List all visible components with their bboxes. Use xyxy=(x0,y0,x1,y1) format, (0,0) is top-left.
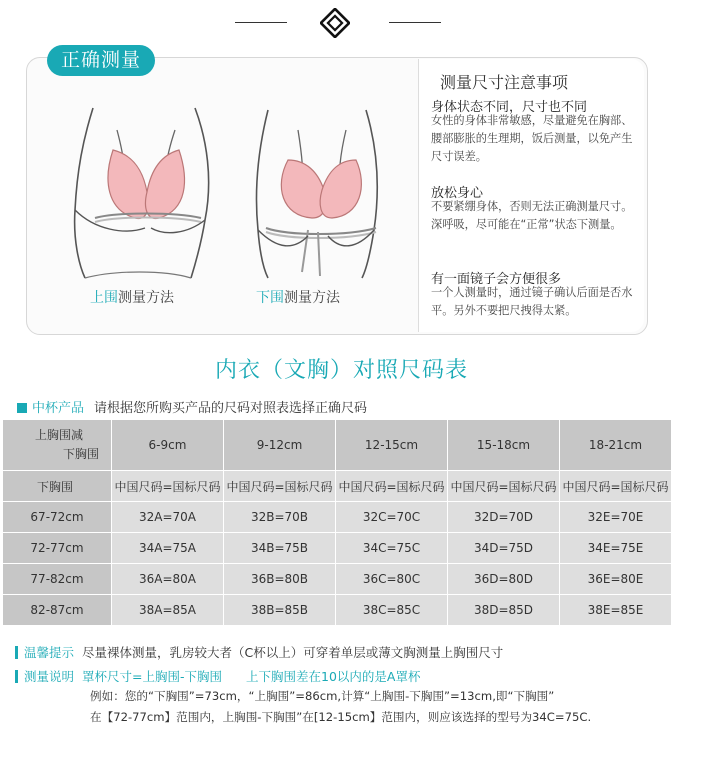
note-body-2: 不要紧绷身体，否则无法正确测量尺寸。深呼吸，尽可能在“正常”状态下测量。 xyxy=(431,200,633,231)
table-row xyxy=(3,564,672,595)
size-table-title: 内衣（文胸）对照尺码表 xyxy=(214,358,468,383)
std-label-cell: 中国尺码=国标尺码 xyxy=(224,471,336,502)
note-heading-1: 身体状态不同，尺寸也不同 xyxy=(431,100,588,115)
note-heading-2: 放松身心 xyxy=(431,186,484,201)
example-line-2: 在【72-77cm】范围内，上胸围-下胸围”在[12-15cm】范围内，则应该选择的型号为34C=75C. xyxy=(90,710,592,724)
band-cell: 67-72cm xyxy=(3,502,112,533)
square-icon xyxy=(17,403,27,413)
std-label-cell: 中国尺码=国标尺码 xyxy=(336,471,448,502)
size-cell: 38C=85C xyxy=(336,595,448,626)
diff-range-cell: 6-9cm xyxy=(112,420,224,471)
note-heading-3: 有一面镜子会方便很多 xyxy=(431,272,562,287)
corner-top-line2: 下胸围 xyxy=(63,447,100,461)
diff-range-cell: 12-15cm xyxy=(336,420,448,471)
tip-label: 温馨提示 xyxy=(24,645,75,660)
tip-text: 尽量裸体测量，乳房较大者（C杯以上）可穿着单层或薄文胸测量上胸围尺寸 xyxy=(82,645,504,660)
tip-line xyxy=(15,643,503,661)
cup-label: 中杯产品 xyxy=(32,401,85,416)
size-cell: 32B=70B xyxy=(224,502,336,533)
std-label-cell: 中国尺码=国标尺码 xyxy=(448,471,560,502)
notes-title: 测量尺寸注意事项 xyxy=(440,73,569,92)
size-cell: 38B=85B xyxy=(224,595,336,626)
size-cell: 38E=85E xyxy=(560,595,672,626)
size-cell: 36D=80D xyxy=(448,564,560,595)
size-cell: 38A=85A xyxy=(112,595,224,626)
table-row xyxy=(3,502,672,533)
size-cell: 32A=70A xyxy=(112,502,224,533)
diff-range-cell: 18-21cm xyxy=(560,420,672,471)
table-row xyxy=(3,533,672,564)
size-table xyxy=(2,419,672,626)
size-cell: 32D=70D xyxy=(448,502,560,533)
diff-range-cell: 15-18cm xyxy=(448,420,560,471)
band-cell: 77-82cm xyxy=(3,564,112,595)
size-cell: 36C=80C xyxy=(336,564,448,595)
std-label-cell: 中国尺码=国标尺码 xyxy=(112,471,224,502)
under-bust-caption: 下围测量方法 xyxy=(256,290,340,306)
size-cell: 34A=75A xyxy=(112,533,224,564)
size-cell: 34E=75E xyxy=(560,533,672,564)
diamond-icon xyxy=(320,8,350,38)
size-cell: 34B=75B xyxy=(224,533,336,564)
tip-bar-icon xyxy=(15,646,18,659)
note-body-1: 女性的身体非常敏感，尽量避免在胸部、腰部膨胀的生理期，饭后测量，以免产生尺寸误差。 xyxy=(431,114,633,163)
size-cell: 32C=70C xyxy=(336,502,448,533)
size-cell: 38D=85D xyxy=(448,595,560,626)
size-cell: 32E=70E xyxy=(560,502,672,533)
note-body-3: 一个人测量时，通过镜子确认后面是否水平。另外不要把尺拽得太紧。 xyxy=(431,286,633,317)
corner-bottom-cell: 下胸围 xyxy=(3,471,112,502)
upper-bust-caption: 上围测量方法 xyxy=(90,290,174,306)
corner-top-cell xyxy=(3,420,112,471)
instruction-text: 请根据您所购买产品的尺码对照表选择正确尺码 xyxy=(94,401,368,416)
corner-top-line1: 上胸围减 xyxy=(35,428,84,442)
explain-label: 测量说明 xyxy=(24,669,75,684)
size-cell: 34C=75C xyxy=(336,533,448,564)
explain-bar-icon xyxy=(15,670,18,683)
example-line-1: 例如：您的“下胸围”=73cm，“上胸围”=86cm,计算“上胸围-下胸围”=13cm,即“下胸围” xyxy=(90,689,555,703)
explain-line xyxy=(15,667,428,685)
diff-range-cell: 9-12cm xyxy=(224,420,336,471)
table-row xyxy=(3,595,672,626)
explain-formula: 罩杯尺寸=上胸围-下胸围 xyxy=(82,669,223,684)
size-cell: 36A=80A xyxy=(112,564,224,595)
band-cell: 82-87cm xyxy=(3,595,112,626)
size-table-subtitle xyxy=(17,397,367,416)
size-cell: 34D=75D xyxy=(448,533,560,564)
measure-badge: 正确测量 xyxy=(47,45,155,76)
explain-rule: 上下胸围差在10以内的是A罩杯 xyxy=(246,669,421,684)
band-cell: 72-77cm xyxy=(3,533,112,564)
header-line-right xyxy=(389,22,441,23)
upper-bust-illustration xyxy=(55,100,225,284)
size-cell: 36E=80E xyxy=(560,564,672,595)
header-line-left xyxy=(235,22,287,23)
under-bust-illustration xyxy=(228,100,398,284)
std-label-cell: 中国尺码=国标尺码 xyxy=(560,471,672,502)
size-cell: 36B=80B xyxy=(224,564,336,595)
